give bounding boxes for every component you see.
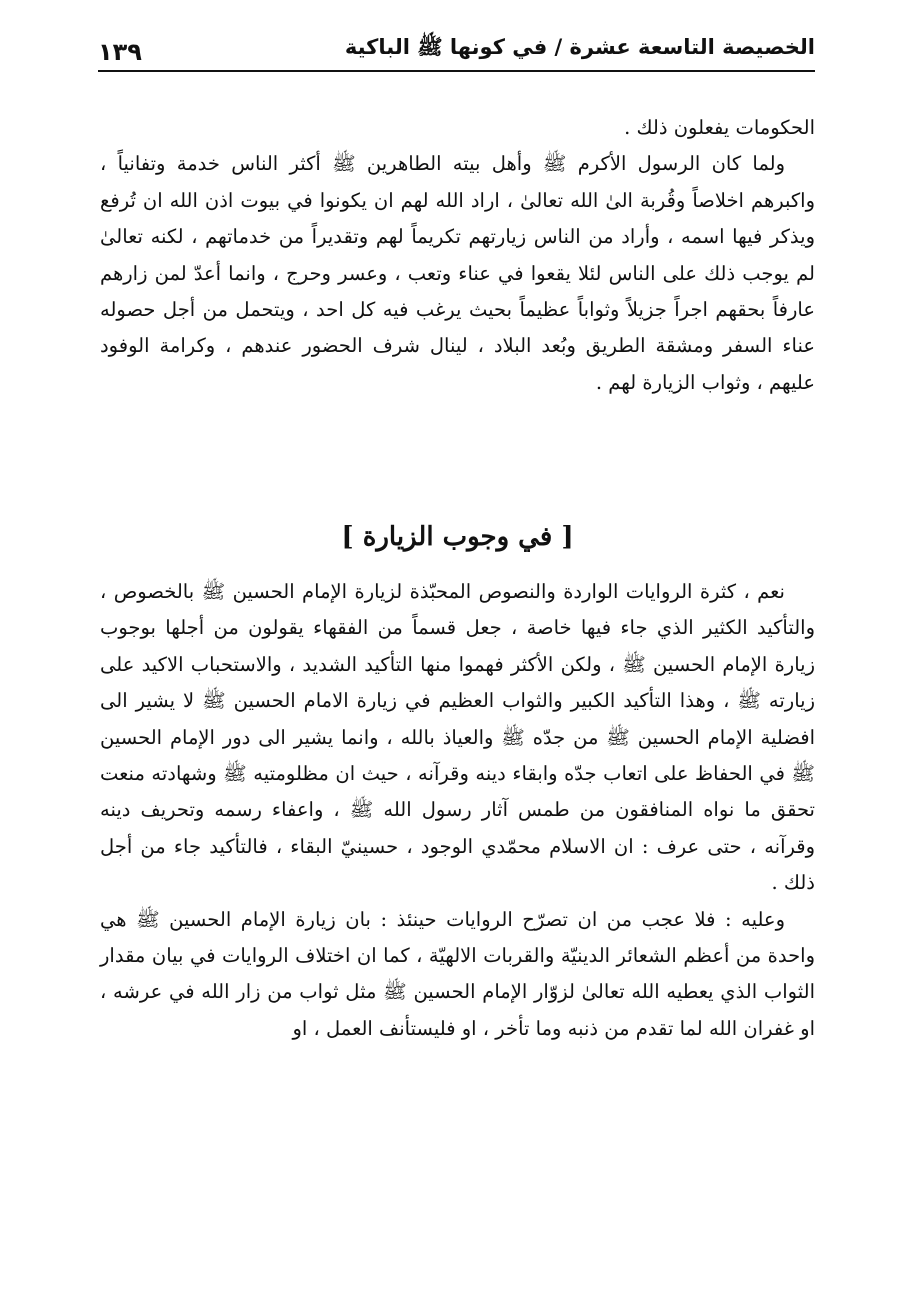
paragraph: الحكومات يفعلون ذلك . [624,116,815,139]
running-header [98,30,815,72]
text-block-top [100,110,815,401]
header-title: الخصيصة التاسعة عشرة / في كونها ﷺ الباكية [344,35,815,59]
page-number: ١٣٩ [98,38,142,66]
text-block-bottom [100,574,815,1047]
section-heading: [ في وجوب الزيارة ] [341,522,574,552]
paragraph: نعم ، كثرة الروايات الواردة والنصوص المحبّذة لزيارة الإمام الحسين ﷺ بالخصوص ، والتأكيد الكثير الذي جاء فيها خاصة ، جعل قسماً من الفقهاء يقولون من أجلها بوجوب زيارة الإمام الحسين ﷺ ، ولكن الأكثر فهموا منها التأكيد الشديد ، والاستحباب الاكيد على زيارته ﷺ ، وهذا التأكيد الكبير والثواب العظيم في زيارة الامام الحسين ﷺ لا يشير الى افضلية الإمام الحسين ﷺ من جدّه ﷺ والعياذ بالله ، وانما يشير الى دور الإمام الحسين ﷺ في الحفاظ على اتعاب جدّه وابقاء دينه وقرآنه ، حيث ان مظلومتيه ﷺ وشهادته منعت تحقق ما نواه المنافقون من طمس آثار رسول الله ﷺ ، واعفاء رسمه وتحريف دينه وقرآنه ، حتى عرف : ان الاسلام محمّدي الوجود ، حسينيّ البقاء ، فالتأكيد جاء من أجل ذلك . [100,580,815,895]
paragraph: ولما كان الرسول الأكرم ﷺ وأهل بيته الطاهرين ﷺ أكثر الناس خدمة وتفانياً ، واكبرهم اخلاصاً وقُربة الىٰ الله تعالىٰ ، اراد الله لهم ان يكونوا في بيوت اذن الله ان تُرفع ويذكر فيها اسمه ، وأراد من الناس زيارتهم تكريماً لهم وتقديراً من خدماتهم ، لكنه تعالىٰ لم يوجب ذلك على الناس لئلا يقعوا في عناء وتعب ، وعسر وحرج ، وانما أعدّ لمن زارهم عارفاً بحقهم اجراً جزيلاً وثواباً عظيماً بحيث يرغب فيه كل احد ، ويتحمل من أجل حصوله عناء السفر ومشقة الطريق وبُعد البلاد ، لينال شرف الحضور عندهم ، وكرامة الوفود عليهم ، وثواب الزيارة لهم . [100,152,815,394]
paragraph: وعليه : فلا عجب من ان تصرّح الروايات حينئذ : بان زيارة الإمام الحسين ﷺ هي واحدة من أعظم الشعائر الدينيّة والقربات الالهيّة ، كما ان اختلاف الروايات في بيان مقدار الثواب الذي يعطيه الله تعالىٰ لزوّار الإمام الحسين ﷺ مثل ثواب من زار الله في عرشه ، او غفران الله لما تقدم من ذنبه وما تأخر ، او فليستأنف العمل ، او [100,907,815,1040]
